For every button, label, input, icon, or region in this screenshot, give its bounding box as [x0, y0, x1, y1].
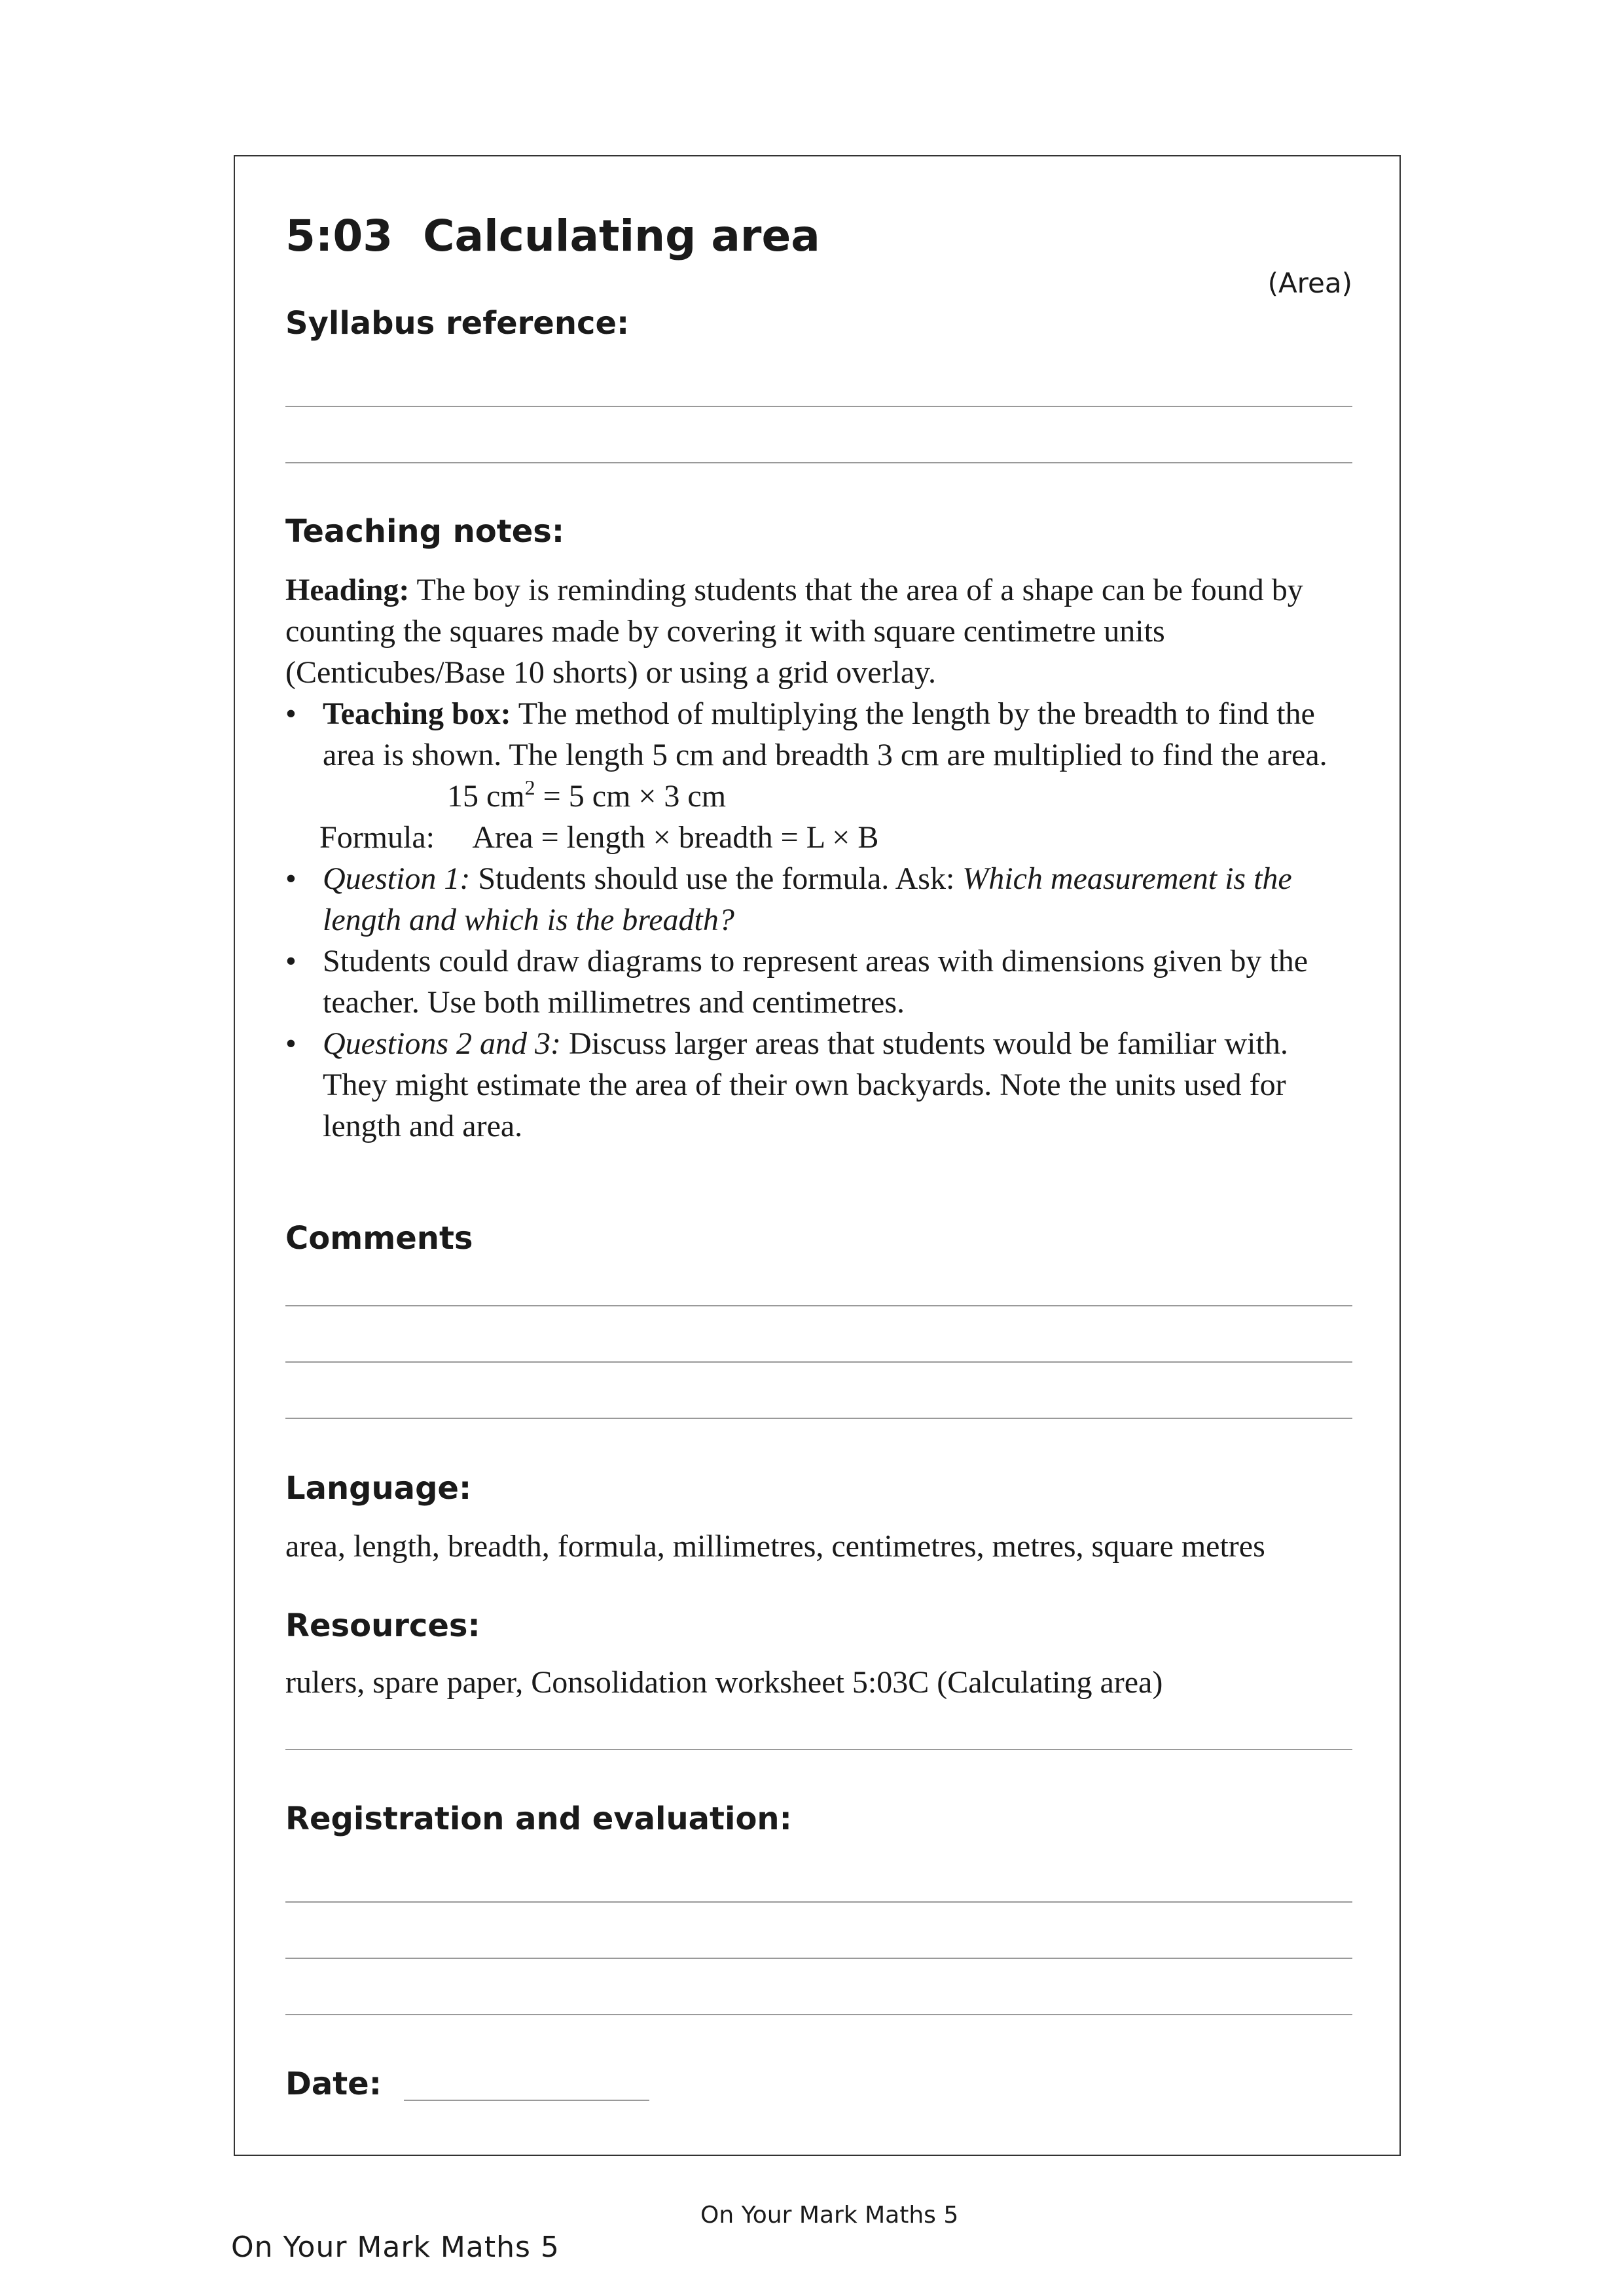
- comments-line-1: [285, 1305, 1352, 1306]
- questions-2-3-label: Questions 2 and 3:: [323, 1026, 561, 1061]
- teaching-notes-body: [285, 569, 1359, 1147]
- question-1-prompt: Which measurement is the length and which is the breadth?: [323, 861, 1292, 937]
- equation-exponent: 2: [524, 776, 535, 799]
- syllabus-heading: Syllabus reference:: [285, 305, 630, 342]
- comments-heading: Comments: [285, 1220, 473, 1257]
- formula: Formula: Area = length × breadth = L × B: [319, 820, 879, 855]
- bullet-icon: •: [285, 944, 297, 978]
- language-heading: Language:: [285, 1470, 472, 1507]
- question-1-note: [285, 858, 1359, 941]
- language-text: area, length, breadth, formula, millimetres, centimetres, metres, square metres: [285, 1529, 1265, 1564]
- bullet-icon: •: [285, 696, 297, 731]
- date-field-line: [404, 2100, 649, 2101]
- footer-left: On Your Mark Maths 5: [231, 2231, 560, 2264]
- comments-line-3: [285, 1418, 1352, 1419]
- teaching-box-text: The method of multiplying the length by the breadth to find the area is shown. The length 5 cm and breadth 3 cm are multiplied to find the area.: [323, 696, 1327, 772]
- registration-line-3: [285, 2014, 1352, 2015]
- question-1-text: Students should use the formula. Ask:: [470, 861, 963, 896]
- resources-heading: Resources:: [285, 1607, 480, 1644]
- heading-text: The boy is reminding students that the area of a shape can be found by counting the squares made by covering it with square centimetre units (Centicubes/Base 10 shorts) or using a grid overlay.: [285, 573, 1303, 690]
- registration-line-1: [285, 1901, 1352, 1903]
- date-label: Date:: [285, 2066, 382, 2102]
- syllabus-line-1: [285, 406, 1352, 407]
- equation: [285, 776, 1359, 817]
- topic-tag: (Area): [1267, 267, 1352, 299]
- teaching-box-note: [285, 693, 1359, 776]
- bullet-icon: •: [285, 1026, 297, 1061]
- page-frame: [234, 155, 1401, 2156]
- footer-center: On Your Mark Maths 5: [700, 2202, 959, 2229]
- question-1-label: Question 1:: [323, 861, 471, 896]
- resources-line: [285, 1749, 1352, 1750]
- syllabus-line-2: [285, 462, 1352, 463]
- equation-left: 15 cm: [447, 779, 525, 814]
- diagrams-note: [285, 941, 1359, 1023]
- teaching-notes-heading: Teaching notes:: [285, 513, 565, 550]
- bullet-icon: •: [285, 861, 297, 896]
- registration-line-2: [285, 1958, 1352, 1959]
- comments-line-2: [285, 1361, 1352, 1363]
- resources-text: rulers, spare paper, Consolidation worksheet 5:03C (Calculating area): [285, 1665, 1163, 1700]
- heading-note: [285, 569, 1359, 693]
- page-title: 5:03 Calculating area: [285, 211, 820, 261]
- questions-2-3-text: Discuss larger areas that students would be familiar with. They might estimate the area of their own backyards. Note the units used for length and area.: [323, 1026, 1288, 1143]
- teaching-box-label: Teaching box:: [323, 696, 511, 731]
- equation-right: = 5 cm × 3 cm: [535, 779, 727, 814]
- questions-2-3-note: [285, 1023, 1359, 1147]
- heading-label: Heading:: [285, 573, 410, 607]
- registration-heading: Registration and evaluation:: [285, 1801, 792, 1837]
- diagrams-text: Students could draw diagrams to represent areas with dimensions given by the teacher. Use both millimetres and centimetres.: [323, 944, 1308, 1020]
